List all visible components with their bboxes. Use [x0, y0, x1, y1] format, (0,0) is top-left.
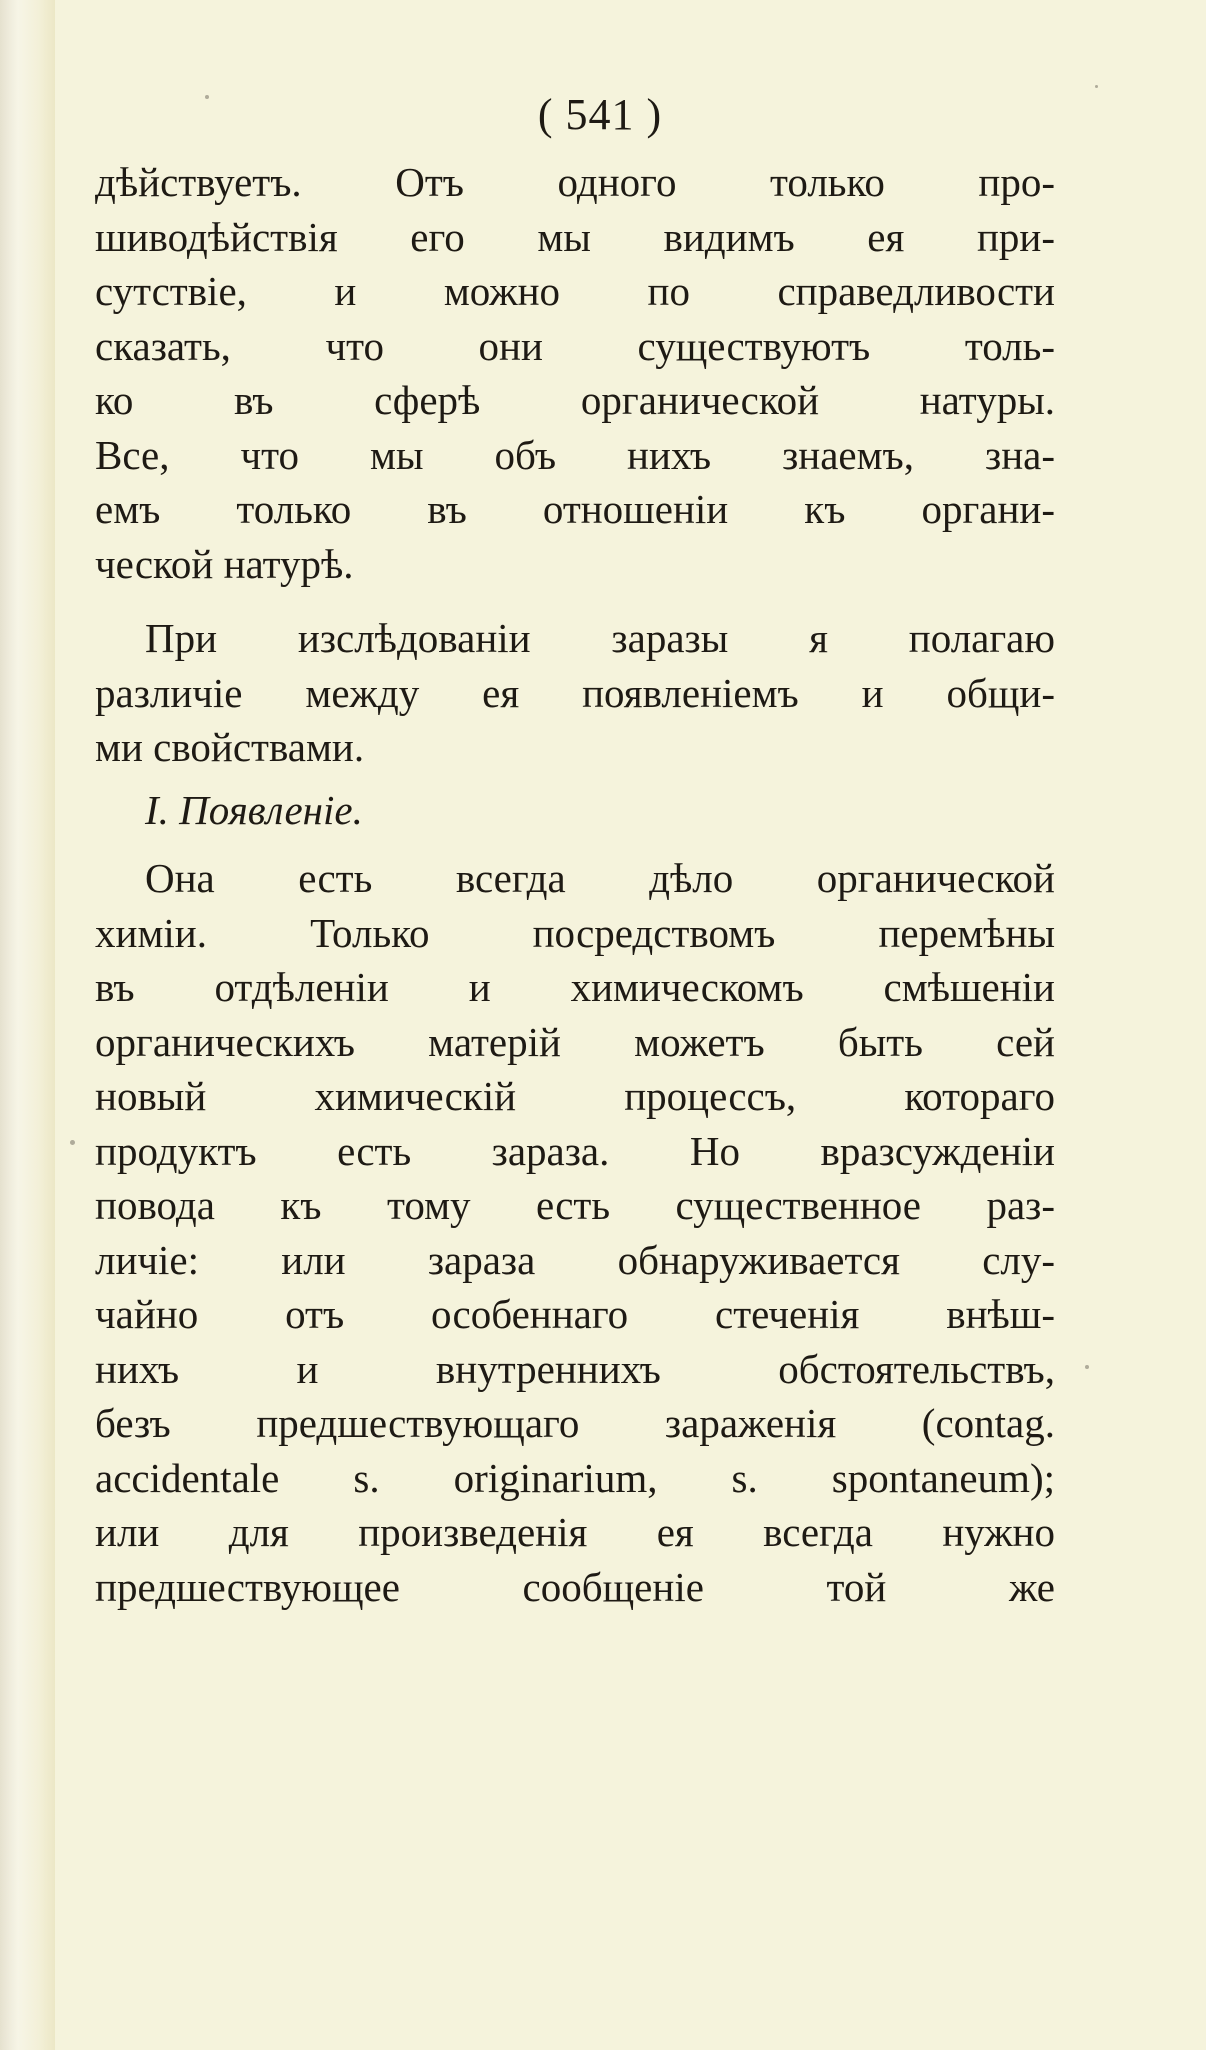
paragraph-1 — [95, 155, 1055, 591]
text-line: химіи. Только посредствомъ перемѣны — [95, 909, 1055, 956]
text-line: шиводѣйствія его мы видимъ ея при- — [95, 213, 1055, 260]
text-line: органическихъ матерій можетъ быть сей — [95, 1018, 1055, 1065]
text-line: емъ только въ отношеніи къ органи- — [95, 486, 1055, 532]
paragraph-2 — [95, 611, 1055, 775]
text-line: accidentale s. originarium, s. spontaneum); — [95, 1454, 1055, 1501]
text-line: чайно отъ особеннаго стеченія внѣш- — [95, 1291, 1055, 1337]
text-line: ческой натурѣ. — [95, 540, 354, 587]
text-line: безъ предшествующаго зараженія (contag. — [95, 1400, 1055, 1446]
paper-speck — [1095, 85, 1098, 88]
paragraph-gap — [95, 591, 1055, 611]
text-line: сутствіе, и можно по справедливости — [95, 268, 1055, 314]
section-heading: I. Появленіе. — [145, 786, 363, 833]
text-line: нихъ и внутреннихъ обстоятельствъ, — [95, 1345, 1055, 1392]
text-line: или для произведенія ея всегда нужно — [95, 1509, 1055, 1555]
text-line: При изслѣдованіи заразы я полагаю — [145, 615, 1055, 661]
text-line: Она есть всегда дѣло органической — [145, 855, 1055, 901]
paper-speck — [70, 1140, 75, 1145]
text-line: дѣйствуетъ. Отъ одного только про- — [95, 159, 1055, 205]
text-line: личіе: или зараза обнаруживается слу- — [95, 1236, 1055, 1283]
text-line: различіе между ея появленіемъ и общи- — [95, 669, 1055, 716]
text-line: ко въ сферѣ органической натуры. — [95, 377, 1055, 423]
text-line: повода къ тому есть существенное раз- — [95, 1182, 1055, 1228]
paper-speck — [1085, 1365, 1089, 1369]
text-line: новый химическій процессъ, котораго — [95, 1073, 1055, 1119]
text-line: сказать, что они существуютъ толь- — [95, 322, 1055, 369]
text-line: ми свойствами. — [95, 724, 365, 770]
scan-shadow — [0, 0, 18, 2050]
paragraph-3 — [95, 851, 1055, 1614]
text-line: въ отдѣленіи и химическомъ смѣшеніи — [95, 964, 1055, 1010]
text-line: продуктъ есть зараза. Но вразсужденіи — [95, 1127, 1055, 1174]
text-line: Все, что мы объ нихъ знаемъ, зна- — [95, 431, 1055, 478]
page-text — [95, 85, 1055, 1614]
page-number: ( 541 ) — [537, 90, 663, 139]
text-line: предшествующее сообщеніе той же — [95, 1563, 1055, 1610]
page-left-margin-strip — [0, 0, 55, 2050]
